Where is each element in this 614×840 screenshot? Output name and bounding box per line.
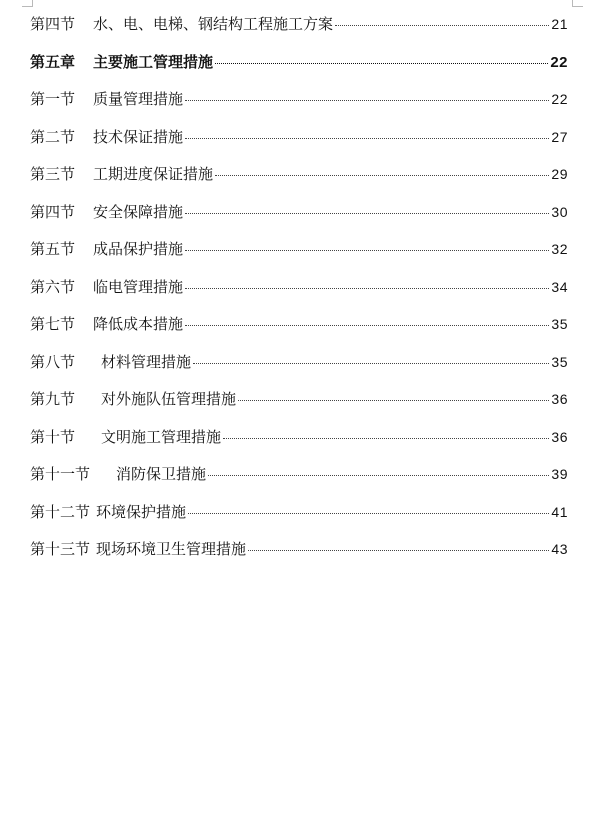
toc-page-number: 32 xyxy=(551,241,568,257)
toc-dot-leader xyxy=(335,25,549,26)
toc-entry-title: 环境保护措施 xyxy=(96,502,187,521)
toc-entry-title: 降低成本措施 xyxy=(93,315,184,333)
toc-section-entry[interactable] xyxy=(30,499,568,537)
margin-corner-mark-left xyxy=(22,0,33,7)
toc-entry-title: 对外施队伍管理措施 xyxy=(101,390,237,408)
toc-page-number: 29 xyxy=(551,166,568,182)
toc-dot-leader xyxy=(223,438,549,439)
toc-page-number: 30 xyxy=(551,203,568,220)
toc-entry-number: 第一节 xyxy=(30,90,76,108)
toc-dot-leader xyxy=(188,513,549,514)
toc-entry-title: 水、电、电梯、钢结构工程施工方案 xyxy=(93,15,334,33)
toc-page-number: 22 xyxy=(550,53,568,71)
toc-page-number: 35 xyxy=(551,316,568,332)
toc-dot-leader xyxy=(238,400,549,401)
toc-dot-leader xyxy=(208,475,549,476)
toc-section-entry[interactable] xyxy=(30,274,568,312)
toc-entry-title: 消防保卫措施 xyxy=(116,465,207,483)
toc-entry-number: 第十三节 xyxy=(30,540,91,558)
toc-entry-number: 第十一节 xyxy=(30,465,91,483)
toc-page-number: 43 xyxy=(551,541,568,557)
toc-dot-leader xyxy=(193,363,549,364)
toc-entry-title: 现场环境卫生管理措施 xyxy=(96,540,247,558)
margin-corner-mark-right xyxy=(572,0,583,7)
toc-entry-title: 文明施工管理措施 xyxy=(101,427,222,446)
toc-entry-title: 成品保护措施 xyxy=(93,240,184,258)
toc-entry-number: 第三节 xyxy=(30,165,76,183)
toc-entry-number: 第四节 xyxy=(30,202,76,221)
toc-section-entry[interactable] xyxy=(30,349,568,387)
toc-chapter-entry[interactable] xyxy=(30,49,568,87)
toc-entry-number: 第五章 xyxy=(30,52,76,71)
toc-section-entry[interactable] xyxy=(30,424,568,462)
toc-entry-number: 第十二节 xyxy=(30,502,91,521)
toc-dot-leader xyxy=(185,250,549,251)
toc-section-entry[interactable] xyxy=(30,236,568,274)
table-of-contents xyxy=(30,11,568,574)
toc-dot-leader xyxy=(185,100,549,101)
toc-entry-number: 第十节 xyxy=(30,427,76,446)
toc-section-entry[interactable] xyxy=(30,536,568,574)
toc-section-entry[interactable] xyxy=(30,11,568,49)
toc-section-entry[interactable] xyxy=(30,124,568,162)
toc-page-number: 22 xyxy=(551,91,568,107)
toc-dot-leader xyxy=(248,550,549,551)
toc-entry-number: 第八节 xyxy=(30,352,76,371)
toc-page-number: 35 xyxy=(551,353,568,370)
toc-entry-title: 工期进度保证措施 xyxy=(93,165,214,183)
toc-section-entry[interactable] xyxy=(30,161,568,199)
toc-entry-number: 第九节 xyxy=(30,390,76,408)
toc-section-entry[interactable] xyxy=(30,386,568,424)
toc-page-number: 41 xyxy=(551,503,568,520)
toc-entry-number: 第五节 xyxy=(30,240,76,258)
toc-dot-leader xyxy=(215,63,548,64)
toc-entry-title: 主要施工管理措施 xyxy=(93,52,214,71)
toc-page-number: 34 xyxy=(551,278,568,295)
toc-dot-leader xyxy=(185,288,549,289)
toc-entry-title: 安全保障措施 xyxy=(93,202,184,221)
toc-entry-title: 临电管理措施 xyxy=(93,277,184,296)
toc-entry-number: 第六节 xyxy=(30,277,76,296)
toc-page-number: 39 xyxy=(551,466,568,482)
toc-entry-number: 第四节 xyxy=(30,15,76,33)
toc-entry-number: 第七节 xyxy=(30,315,76,333)
toc-dot-leader xyxy=(185,325,549,326)
toc-section-entry[interactable] xyxy=(30,199,568,237)
toc-entry-number: 第二节 xyxy=(30,127,76,146)
toc-section-entry[interactable] xyxy=(30,86,568,124)
toc-page-number: 21 xyxy=(551,16,568,32)
toc-page-number: 27 xyxy=(551,128,568,145)
toc-page-number: 36 xyxy=(551,428,568,445)
toc-entry-title: 质量管理措施 xyxy=(93,90,184,108)
toc-entry-title: 材料管理措施 xyxy=(101,352,192,371)
toc-page-number: 36 xyxy=(551,391,568,407)
toc-section-entry[interactable] xyxy=(30,311,568,349)
toc-section-entry[interactable] xyxy=(30,461,568,499)
toc-entry-title: 技术保证措施 xyxy=(93,127,184,146)
toc-dot-leader xyxy=(215,175,549,176)
toc-dot-leader xyxy=(185,213,549,214)
toc-dot-leader xyxy=(185,138,549,139)
